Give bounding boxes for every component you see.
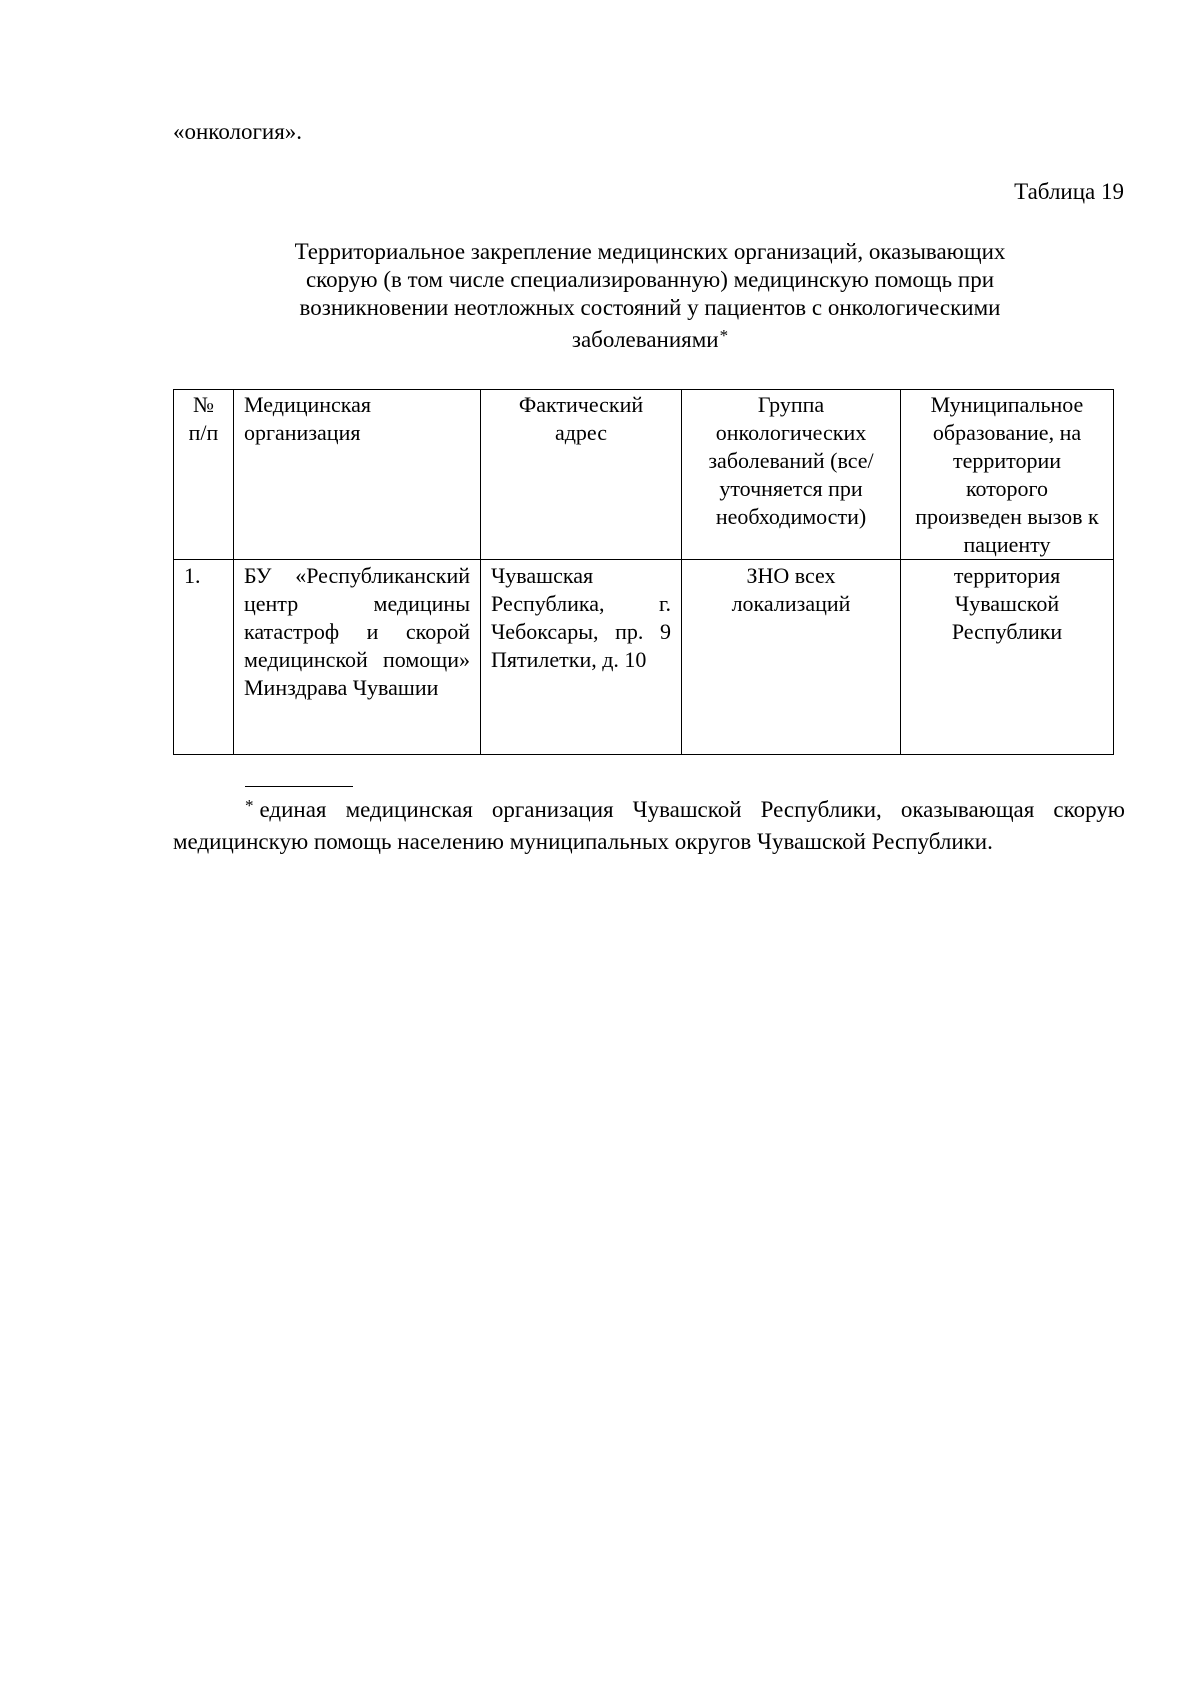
table-title-line: Территориальное закрепление медицинских организаций, оказывающих bbox=[294, 239, 1006, 264]
table-title-text: заболеваниями bbox=[571, 327, 719, 352]
header-number: № п/п bbox=[174, 390, 234, 560]
header-organization: Медицинская организация bbox=[234, 390, 481, 560]
lead-text: «онкология». bbox=[173, 119, 303, 144]
table-row bbox=[174, 560, 1114, 755]
footnote-separator bbox=[245, 786, 353, 787]
footnote bbox=[173, 790, 1125, 858]
table-title-line: возникновении неотложных состояний у пациентов с онкологическими bbox=[299, 295, 1001, 320]
footnote-marker: * bbox=[719, 326, 729, 345]
header-address: Фактический адрес bbox=[481, 390, 682, 560]
cell-municipality: территория Чувашской Республики bbox=[901, 560, 1114, 755]
cell-organization: БУ «Республиканский центр медицины катастроф и скорой медицинской помощи» Минздрава Чувашии bbox=[234, 560, 481, 755]
header-municipality: Муниципальное образование, на территории которого произведен вызов к пациенту bbox=[901, 390, 1114, 560]
organizations-table bbox=[173, 389, 1114, 755]
header-disease-group: Группа онкологических заболеваний (все/ уточняется при необходимости) bbox=[682, 390, 901, 560]
table-number-label: Таблица 19 bbox=[1014, 179, 1124, 204]
table-header-row bbox=[174, 390, 1114, 560]
cell-number: 1. bbox=[174, 560, 234, 755]
footnote-text: единая медицинская организация Чувашской Республики, оказывающая скорую медицинскую помощь населению муниципальных округов Чувашской Республики. bbox=[173, 797, 1125, 854]
cell-disease-group: ЗНО всех локализаций bbox=[682, 560, 901, 755]
table-title-line: скорую (в том числе специализированную) медицинскую помощь при bbox=[305, 267, 995, 292]
table-title bbox=[200, 238, 1100, 354]
cell-address: Чувашская Республика, г. Чебоксары, пр. 9 Пятилетки, д. 10 bbox=[481, 560, 682, 755]
table-title-line-last bbox=[200, 322, 1100, 354]
footnote-star: * bbox=[245, 796, 254, 815]
